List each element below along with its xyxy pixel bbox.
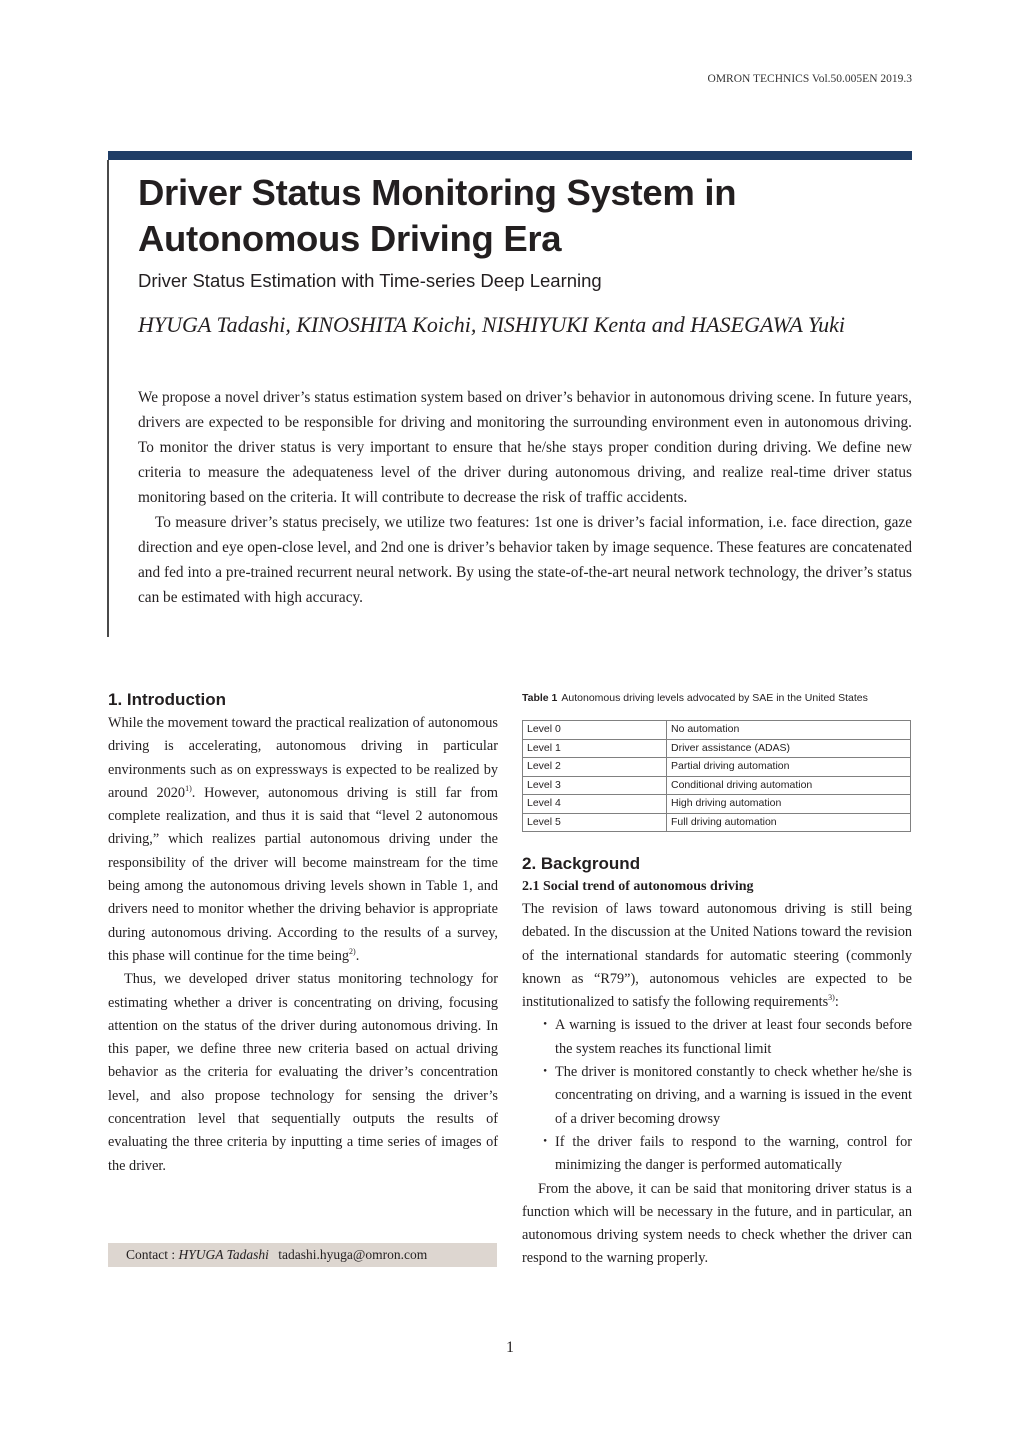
level-cell: Level 1	[523, 739, 667, 758]
background-text-part-2: :	[834, 994, 839, 1011]
intro-text-part-3: .	[355, 947, 360, 964]
description-cell: No automation	[667, 721, 911, 740]
description-cell: High driving automation	[667, 795, 911, 814]
list-item	[522, 1014, 912, 1061]
citation-1[interactable]: 1)	[185, 783, 192, 793]
level-cell: Level 2	[523, 758, 667, 777]
description-cell: Partial driving automation	[667, 758, 911, 777]
table-row	[523, 758, 911, 777]
description-cell: Conditional driving automation	[667, 776, 911, 795]
level-cell: Level 3	[523, 776, 667, 795]
bullet-marker: ・	[538, 1064, 553, 1081]
contact-label: Contact :	[126, 1247, 176, 1262]
table-row	[523, 813, 911, 832]
intro-text-part-2: . However, autonomous driving is still far from complete realization, and thus it is said that “level 2 autonomous driving,” which realizes partial autonomous driving under the responsibility of the driver will become mainstream for the time being among the autonomous driving levels shown in Table 1, and drivers need to monitor whether the driving behavior is appropriate during autonomous driving. According to the results of a survey, this phase will continue for the time being	[108, 784, 498, 964]
list-item-text: The driver is monitored constantly to check whether he/she is concentrating on driving, and a warning is issued in the event of a driver becoming drowsy	[555, 1064, 912, 1127]
introduction-paragraph-1	[108, 712, 498, 968]
title-accent-bar	[108, 151, 912, 160]
abstract	[138, 385, 912, 610]
table-row	[523, 739, 911, 758]
level-cell: Level 4	[523, 795, 667, 814]
table-1-caption	[522, 688, 912, 708]
table-row	[523, 795, 911, 814]
table-1-caption-text: Autonomous driving levels advocated by SAE in the United States	[561, 692, 868, 704]
table-row	[523, 721, 911, 740]
paper-subtitle: Driver Status Estimation with Time-series Deep Learning	[138, 270, 602, 291]
list-item-text: A warning is issued to the driver at least four seconds before the system reaches its functional limit	[555, 1017, 912, 1057]
background-paragraph-2: From the above, it can be said that monitoring driver status is a function which will be necessary in the future, and in particular, an autonomous driving system needs to check whether the driver can respond to the warning properly.	[522, 1180, 912, 1267]
title-left-rule	[107, 160, 109, 637]
list-item	[522, 1131, 912, 1178]
level-cell: Level 0	[523, 721, 667, 740]
background-heading: 2. Background	[522, 854, 641, 873]
background-paragraph-1	[522, 898, 912, 1014]
bullet-marker: ・	[538, 1133, 553, 1150]
description-cell: Full driving automation	[667, 813, 911, 832]
citation-3[interactable]: 3)	[828, 993, 835, 1003]
table-row	[523, 776, 911, 795]
requirements-list	[522, 1014, 912, 1177]
right-column	[522, 688, 912, 1271]
contact-email[interactable]: tadashi.hyuga@omron.com	[278, 1247, 428, 1262]
abstract-paragraph-1: We propose a novel driver’s status estimation system based on driver’s behavior in autonomous driving scene. In future years, drivers are expected to be responsible for driving and monitoring the surrounding environment even in autonomous driving. To monitor the driver status is very important to ensure that he/she stays proper condition during driving. We define new criteria to measure the adequateness level of the driver during autonomous driving, and realize real-time driver status monitoring based on the criteria. It will contribute to decrease the risk of traffic accidents.	[138, 389, 912, 506]
journal-header: OMRON TECHNICS Vol.50.005EN 2019.3	[707, 73, 912, 85]
description-cell: Driver assistance (ADAS)	[667, 739, 911, 758]
abstract-paragraph-2: To measure driver’s status precisely, we utilize two features: 1st one is driver’s facial information, i.e. face direction, gaze direction and eye open-close level, and 2nd one is driver’s behavior taken by image sequence. These features are concatenated and fed into a pre-trained recurrent neural network. By using the state-of-the-art neural network technology, the driver’s status can be estimated with high accuracy.	[138, 514, 912, 606]
introduction-paragraph-2: Thus, we developed driver status monitoring technology for estimating whether a driver is concentrating on driving, focusing attention on the status of the driver during autonomous driving. In this paper, we define three new criteria based on actual driving behavior as the criteria for evaluating the driver’s concentration level, and also propose technology for sensing the driver’s concentration level that sequentially outputs the results of evaluating the three criteria by inputting a time series of images of the driver.	[108, 971, 498, 1174]
background-text-part-1: The revision of laws toward autonomous driving is still being debated. In the discussion at the United Nations toward the revision of the international standards for automatic steering (commonly known as “R79”), autonomous vehicles are expected to be institutionalized to satisfy the following requirements	[522, 901, 912, 1011]
left-column	[108, 688, 498, 1178]
intro-text-part-1: While the movement toward the practical realization of autonomous driving is accelerating, autonomous driving in particular environments such as on expressways is expected to be realized by around 2020	[108, 715, 498, 801]
driving-levels-table	[522, 720, 911, 832]
authors: HYUGA Tadashi, KINOSHITA Koichi, NISHIYUKI Kenta and HASEGAWA Yuki	[138, 312, 845, 337]
contact-name: HYUGA Tadashi	[178, 1247, 269, 1262]
page-number: 1	[506, 1339, 514, 1356]
list-item-text: If the driver fails to respond to the warning, control for minimizing the danger is performed automatically	[555, 1133, 912, 1174]
social-trend-subheading: 2.1 Social trend of autonomous driving	[522, 879, 754, 894]
contact-box	[108, 1243, 497, 1267]
bullet-marker: ・	[538, 1017, 553, 1034]
introduction-heading: 1. Introduction	[108, 690, 227, 709]
table-1-label: Table 1	[522, 692, 558, 704]
citation-2[interactable]: 2)	[349, 946, 356, 956]
level-cell: Level 5	[523, 813, 667, 832]
paper-title: Driver Status Monitoring System in Autonomous Driving Era	[138, 172, 737, 259]
list-item	[522, 1061, 912, 1131]
